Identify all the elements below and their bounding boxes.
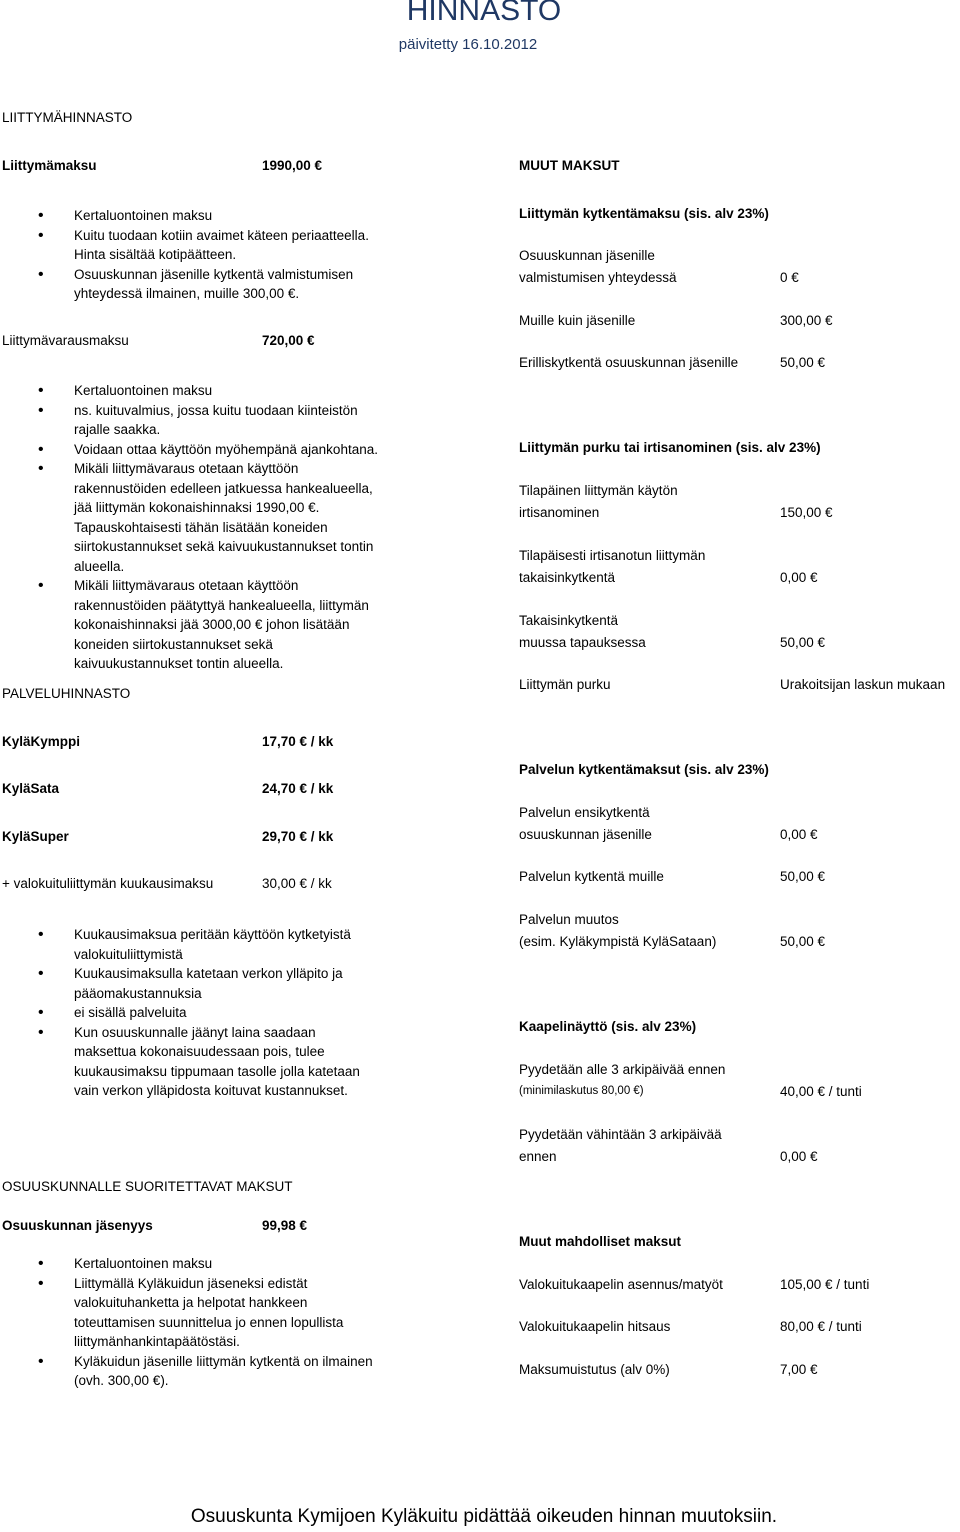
fee-value: 40,00 € / tunti — [780, 1084, 862, 1099]
fee-value: 0,00 € — [780, 1149, 818, 1164]
fee-label: Valokuitukaapelin asennus/matyöt — [519, 1277, 723, 1292]
fee-value: 80,00 € / tunti — [780, 1319, 862, 1334]
list-item: • Kuitu tuodaan kotiin avaimet käteen periaatteella. Hinta sisältää kotipäätteen. — [0, 226, 380, 265]
list-item: • Osuuskunnan jäsenille kytkentä valmistumisen yhteydessä ilmainen, muille 300,00 €. — [0, 265, 380, 304]
page-title: HINNASTO — [406, 0, 562, 27]
fee-label: (esim. Kyläkympistä KyläSataan) — [519, 934, 717, 949]
fee-label: Takaisinkytkentä — [519, 613, 619, 628]
fee-value: 0,00 € — [780, 827, 818, 842]
list-item: • Mikäli liittymävaraus otetaan käyttöön rakennustöiden päätyttyä hankealueella, liittymän kokonaishinnaksi jää 3000,00 € johon lisätään koneiden siirtokustannukset sekä kaivuukustannukset tontin alueella. — [0, 576, 380, 674]
plan-name: KyläKymppi — [2, 734, 81, 749]
fee-value: 7,00 € — [780, 1362, 818, 1377]
fee-value: 300,00 € — [780, 313, 833, 328]
fee-label: Tilapäinen liittymän käytön — [519, 483, 678, 498]
fee-value: 50,00 € — [780, 869, 826, 884]
list-item: • Kyläkuidun jäsenille liittymän kytkentä on ilmainen (ovh. 300,00 €). — [0, 1352, 380, 1391]
membership-notes — [0, 1254, 380, 1391]
list-item: • Kertaluontoinen maksu — [0, 1254, 380, 1274]
membership-label: Osuuskunnan jäsenyys — [2, 1218, 153, 1233]
connection-fee-label: Liittymämaksu — [2, 158, 97, 173]
plan-price: 24,70 € / kk — [262, 781, 334, 796]
fee-value: 50,00 € — [780, 635, 826, 650]
fee-label: Valokuitukaapelin hitsaus — [519, 1319, 671, 1334]
fee-label: Palvelun kytkentä muille — [519, 869, 664, 884]
fee-value: 50,00 € — [780, 934, 826, 949]
monthly-fee-label: + valokuituliittymän kuukausimaksu — [2, 876, 214, 891]
fee-label: Tilapäisesti irtisanotun liittymän — [519, 548, 706, 563]
section-heading-muut: MUUT MAKSUT — [519, 158, 620, 173]
section-heading-palvelu: PALVELUHINNASTO — [2, 686, 131, 701]
fee-label: Erilliskytkentä osuuskunnan jäsenille — [519, 355, 739, 370]
fee-label: takaisinkytkentä — [519, 570, 616, 585]
fee-label: Osuuskunnan jäsenille — [519, 248, 655, 263]
section-heading-osuuskunta: OSUUSKUNNALLE SUORITETTAVAT MAKSUT — [2, 1179, 293, 1194]
membership-value: 99,98 € — [262, 1218, 308, 1233]
fee-label: Palvelun ensikytkentä — [519, 805, 650, 820]
plan-price: 17,70 € / kk — [262, 734, 334, 749]
list-item: • Kuukausimaksulla katetaan verkon ylläpito ja pääomakustannuksia — [0, 964, 380, 1003]
subheading-kaapelinaytto: Kaapelinäyttö (sis. alv 23%) — [519, 1019, 697, 1034]
subheading-muut-maksut: Muut mahdolliset maksut — [519, 1234, 682, 1249]
list-item: • Voidaan ottaa käyttöön myöhempänä ajankohtana. — [0, 440, 380, 460]
fee-value: 50,00 € — [780, 355, 826, 370]
list-item: • Kertaluontoinen maksu — [0, 381, 380, 401]
fee-value: Urakoitsijan laskun mukaan — [780, 677, 946, 692]
list-item: • ns. kuituvalmius, jossa kuitu tuodaan kiinteistön rajalle saakka. — [0, 401, 380, 440]
connection-fee-value: 1990,00 € — [262, 158, 323, 173]
subheading-purku: Liittymän purku tai irtisanominen (sis. alv 23%) — [519, 440, 821, 455]
list-item: • Liittymällä Kyläkuidun jäseneksi edistät valokuituhanketta ja helpotat hankkeen toteuttamisen suunnittelua jo ennen lopullista liittymänhankintapäätöstäsi. — [0, 1274, 380, 1352]
list-item: • Kun osuuskunnalle jäänyt laina saadaan maksettua kokonaisuudessaan pois, tulee kuukausimaksu tippumaan tasolle jolla katetaan vain verkon ylläpidosta koituvat kustannukset. — [0, 1023, 380, 1101]
fee-label: ennen — [519, 1149, 557, 1164]
fee-label: Muille kuin jäsenille — [519, 313, 636, 328]
fee-label: valmistumisen yhteydessä — [519, 270, 677, 285]
fee-label: Pyydetään alle 3 arkipäivää ennen — [519, 1062, 726, 1077]
fee-label: irtisanominen — [519, 505, 600, 520]
connection-fee-notes — [0, 206, 380, 304]
list-item: • Kertaluontoinen maksu — [0, 206, 380, 226]
footer-note: Osuuskunta Kymijoen Kyläkuitu pidättää oikeuden hinnan muutoksiin. — [190, 1506, 778, 1527]
monthly-fee-value: 30,00 € / kk — [262, 876, 332, 891]
list-item: • Mikäli liittymävaraus otetaan käyttöön rakennustöiden edelleen jatkuessa hankealueella, jää liittymän kokonaishinnaksi 1990,00 €. Tapauskohtaisesti tähän lisätään koneiden siirtokustannukset sekä kaivuukustannukset tontin alueella. — [0, 459, 380, 576]
fee-label: muussa tapauksessa — [519, 635, 646, 650]
fee-value: 150,00 € — [780, 505, 833, 520]
plan-name: KyläSuper — [2, 829, 69, 844]
fee-label: Maksumuistutus (alv 0%) — [519, 1362, 670, 1377]
fee-label: Pyydetään vähintään 3 arkipäivää — [519, 1127, 722, 1142]
fee-value: 0 € — [780, 270, 799, 285]
plan-price: 29,70 € / kk — [262, 829, 334, 844]
fee-value: 105,00 € / tunti — [780, 1277, 870, 1292]
list-item: • ei sisällä palveluita — [0, 1003, 380, 1023]
subheading-kytkenta: Liittymän kytkentämaksu (sis. alv 23%) — [519, 206, 769, 221]
reservation-fee-notes — [0, 381, 380, 674]
section-heading-liittyma: LIITTYMÄHINNASTO — [2, 110, 133, 125]
monthly-fee-notes — [0, 925, 380, 1101]
fee-label: osuuskunnan jäsenille — [519, 827, 652, 842]
fee-label: Palvelun muutos — [519, 912, 619, 927]
reservation-fee-label: Liittymävarausmaksu — [2, 333, 129, 348]
fee-note: (minimilaskutus 80,00 €) — [519, 1085, 644, 1097]
plan-name: KyläSata — [2, 781, 60, 796]
subheading-palvelu-kytkenta: Palvelun kytkentämaksut (sis. alv 23%) — [519, 762, 769, 777]
list-item: • Kuukausimaksua peritään käyttöön kytketyistä valokuituliittymistä — [0, 925, 380, 964]
fee-label: Liittymän purku — [519, 677, 611, 692]
updated-date: päivitetty 16.10.2012 — [398, 36, 538, 53]
fee-value: 0,00 € — [780, 570, 818, 585]
reservation-fee-value: 720,00 € — [262, 333, 315, 348]
